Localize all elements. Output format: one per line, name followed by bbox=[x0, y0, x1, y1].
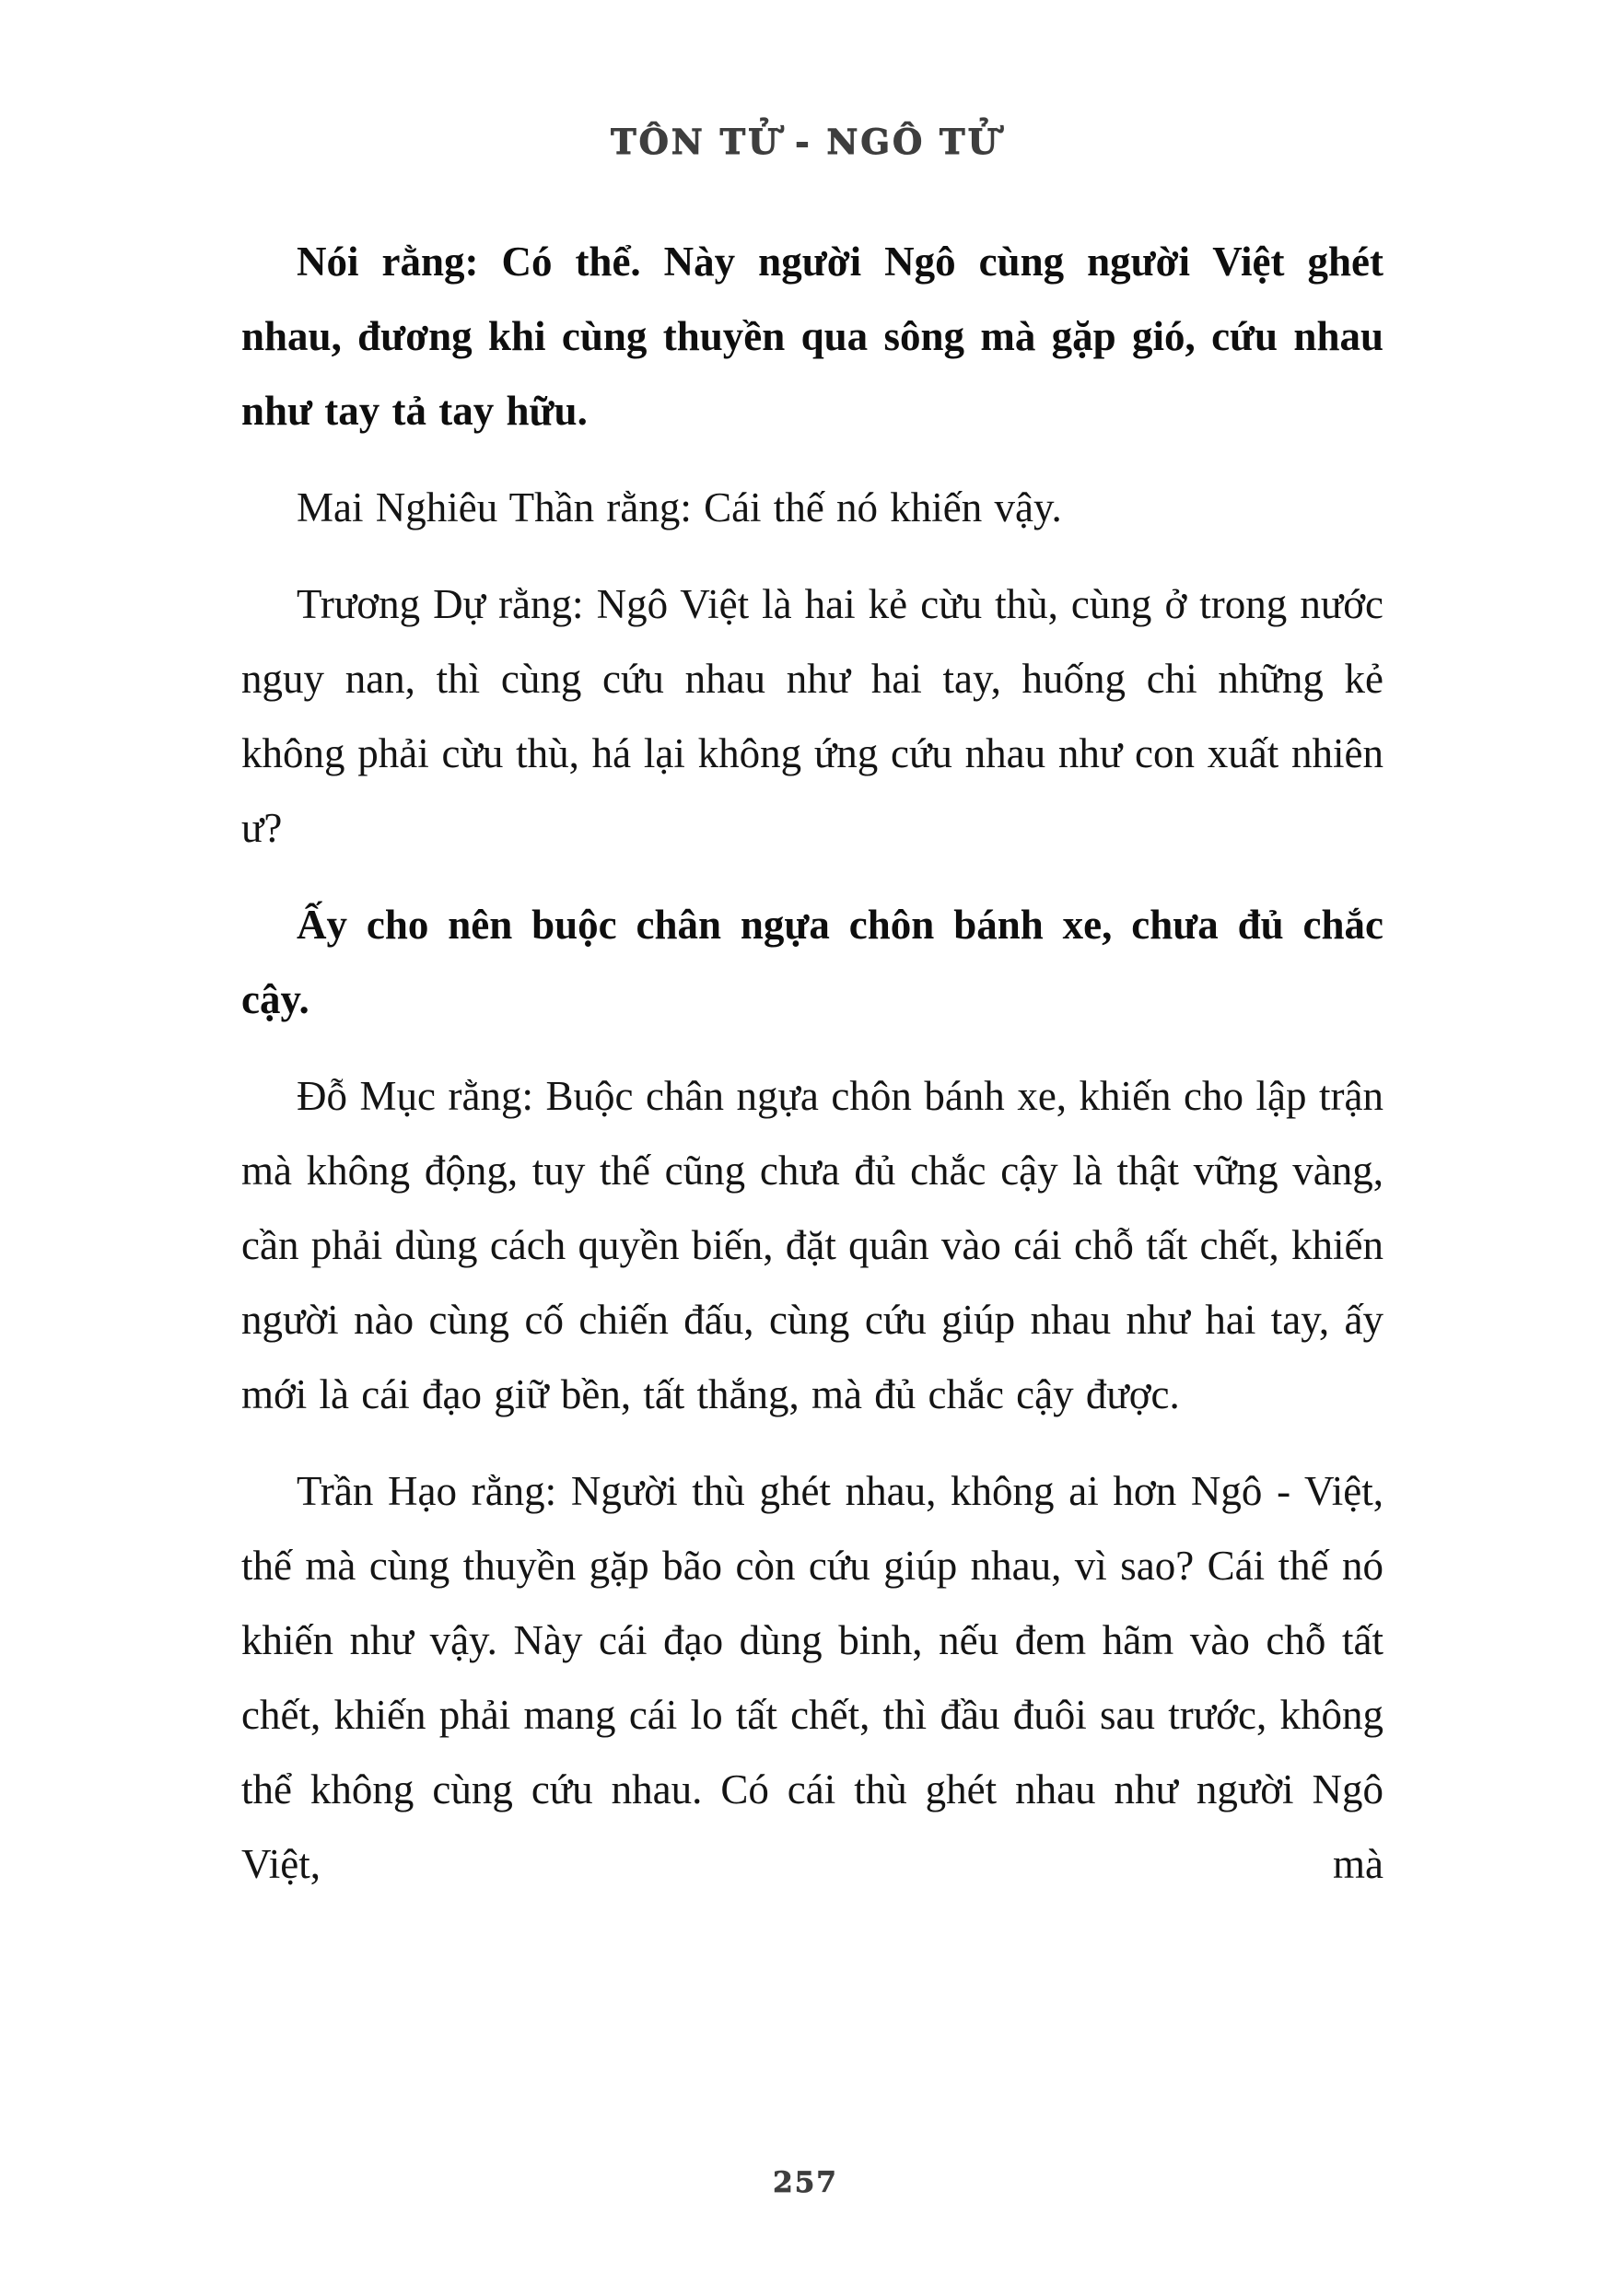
paragraph-commentary-mai-nghieu-than: Mai Nghiêu Thần rằng: Cái thế nó khiến vậy. bbox=[297, 484, 1062, 530]
running-header-title: TÔN TỬ - NGÔ TỬ bbox=[611, 122, 1000, 162]
page-body-text bbox=[241, 225, 1383, 1924]
paragraph-commentary-tran-hao: Trần Hạo rằng: Người thù ghét nhau, không ai hơn Ngô - Việt, thế mà cùng thuyền gặp bão còn cứu giúp nhau, vì sao? Cái thế nó khiến như vậy. Này cái đạo dùng binh, nếu đem hãm vào chỗ tất chết, khiến phải mang cái lo tất chết, thì đầu đuôi sau trước, không thể không cùng cứu nhau. Có cái thù ghét nhau như người Ngô Việt, mà bbox=[241, 1468, 1383, 1887]
paragraph-quote-2: Ấy cho nên buộc chân ngựa chôn bánh xe, chưa đủ chắc cậy. bbox=[241, 902, 1383, 1022]
paragraph-quote-1: Nói rằng: Có thể. Này người Ngô cùng người Việt ghét nhau, đương khi cùng thuyền qua sông mà gặp gió, cứu nhau như tay tả tay hữu. bbox=[241, 239, 1383, 434]
paragraph-commentary-truong-du: Trương Dự rằng: Ngô Việt là hai kẻ cừu thù, cùng ở trong nước nguy nan, thì cùng cứu nhau như hai tay, huống chi những kẻ không phải cừu thù, há lại không ứng cứu nhau như con xuất nhiên ư? bbox=[241, 581, 1383, 851]
page-number: 257 bbox=[773, 2166, 838, 2199]
paragraph-commentary-do-muc: Đỗ Mục rằng: Buộc chân ngựa chôn bánh xe, khiến cho lập trận mà không động, tuy thế cũng chưa đủ chắc cậy là thật vững vàng, cần phải dùng cách quyền biến, đặt quân vào cái chỗ tất chết, khiến người nào cùng cố chiến đấu, cùng cứu giúp nhau như hai tay, ấy mới là cái đạo giữ bền, tất thắng, mà đủ chắc cậy được. bbox=[241, 1073, 1383, 1417]
